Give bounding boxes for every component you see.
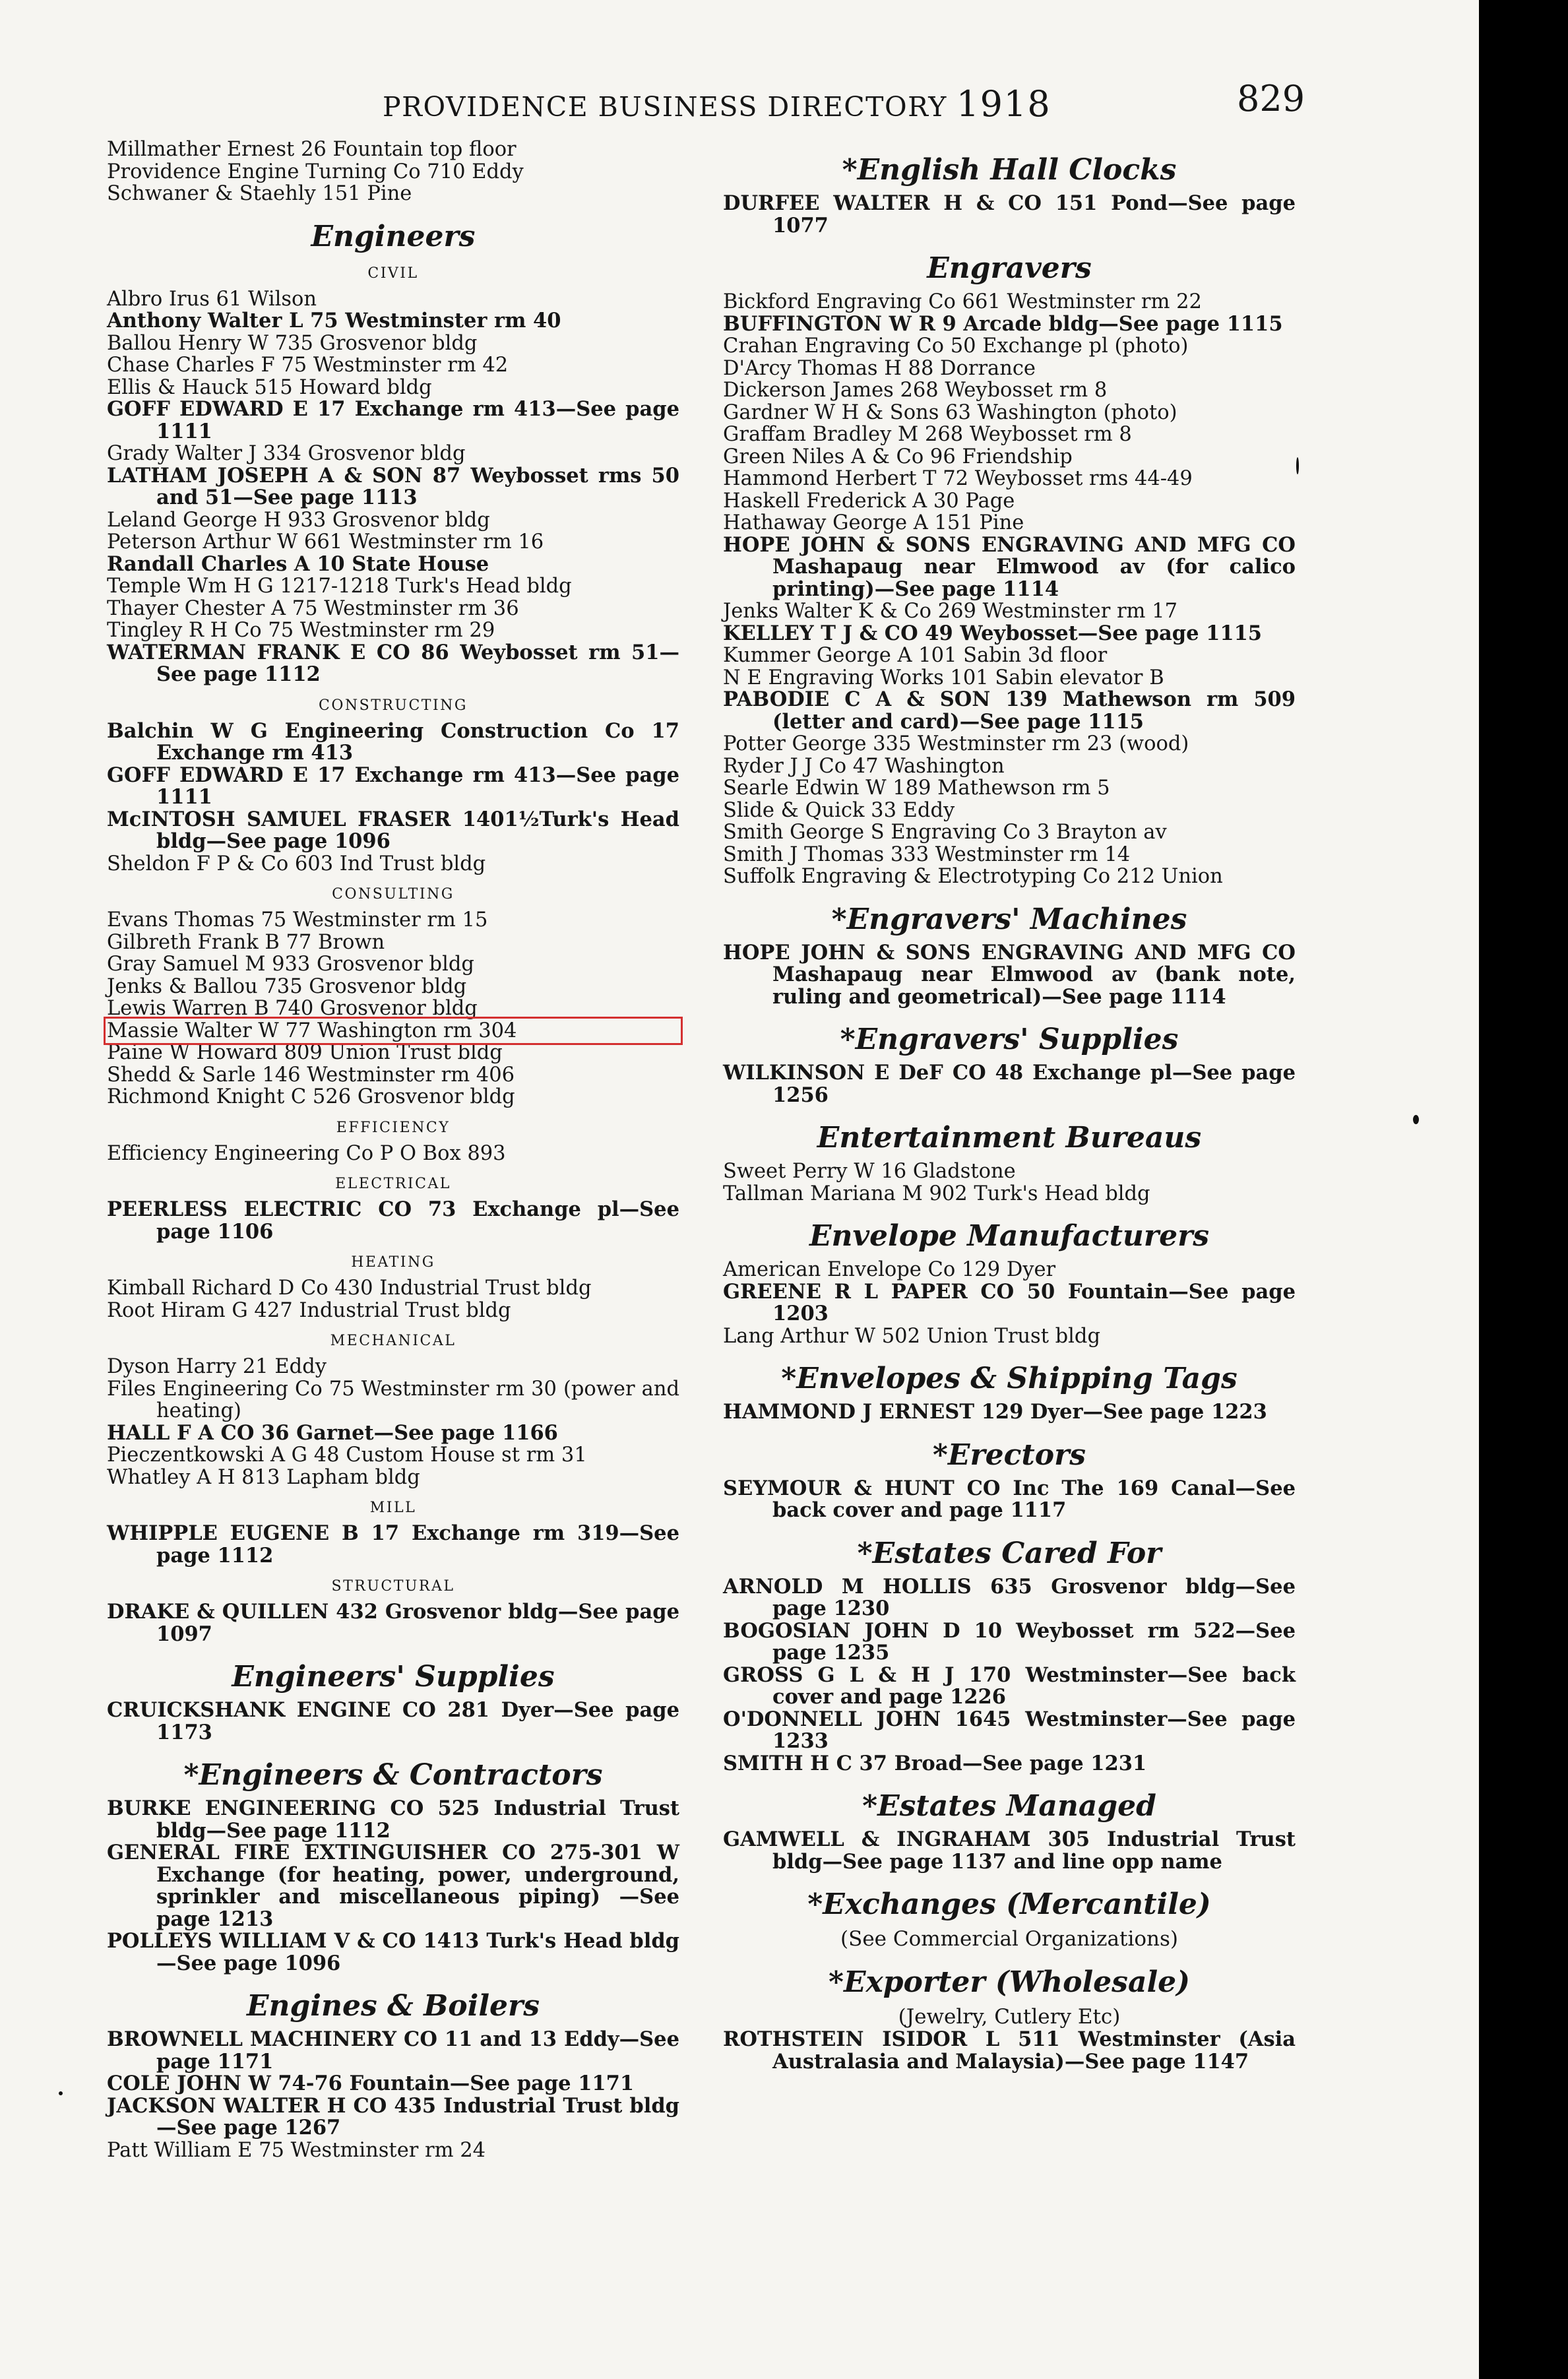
category-heading: *Envelopes & Shipping Tags [781, 1362, 1238, 1395]
directory-listing: WHIPPLE EUGENE B 17 Exchange rm 319—See page 1112 [107, 1521, 679, 1568]
directory-listing: Searle Edwin W 189 Mathewson rm 5 [723, 777, 1110, 800]
directory-listing: Hathaway George A 151 Pine [723, 511, 1024, 534]
directory-listing: GOFF EDWARD E 17 Exchange rm 413—See page 1111 [107, 397, 679, 443]
directory-listing: SMITH H C 37 Broad—See page 1231 [723, 1751, 1147, 1775]
directory-listing: American Envelope Co 129 Dyer [723, 1258, 1056, 1281]
directory-listing: Temple Wm H G 1217-1218 Turk's Head bldg [107, 575, 572, 598]
ink-speck [59, 2091, 63, 2095]
subcategory-heading: CONSULTING [332, 886, 455, 903]
directory-listing: HAMMOND J ERNEST 129 Dyer—See page 1223 [723, 1400, 1267, 1424]
directory-listing: HOPE JOHN & SONS ENGRAVING AND MFG CO Mashapaug near Elmwood av (bank note, ruling and geometrical)—See page 1114 [723, 940, 1296, 1009]
directory-listing: GREENE R L PAPER CO 50 Fountain—See page 1203 [723, 1279, 1296, 1325]
directory-listing: GENERAL FIRE EXTINGUISHER CO 275-301 W Exchange (for heating, power, underground, sprinkler and miscellaneous piping) —See page 1213 [107, 1841, 679, 1931]
directory-listing: HOPE JOHN & SONS ENGRAVING AND MFG CO Mashapaug near Elmwood av (for calico printing)—See page 1114 [723, 532, 1296, 601]
directory-listing: PABODIE C A & SON 139 Mathewson rm 509 (letter and card)—See page 1115 [723, 687, 1296, 734]
directory-listing: Ballou Henry W 735 Grosvenor bldg [107, 331, 478, 355]
directory-listing: Files Engineering Co 75 Westminster rm 30 (power and heating) [107, 1377, 679, 1422]
directory-listing: Bickford Engraving Co 661 Westminster rm 22 [723, 290, 1202, 313]
directory-listing: Efficiency Engineering Co P O Box 893 [107, 1141, 506, 1165]
directory-listing: POLLEYS WILLIAM V & CO 1413 Turk's Head bldg—See page 1096 [107, 1929, 679, 1975]
subcategory-heading: ELECTRICAL [335, 1176, 451, 1192]
directory-listing: Millmather Ernest 26 Fountain top floor [107, 138, 517, 161]
category-heading: *Engineers & Contractors [183, 1758, 603, 1792]
directory-listing: GOFF EDWARD E 17 Exchange rm 413—See page 1111 [107, 763, 679, 809]
page-header [0, 78, 1479, 131]
page-number: 829 [1237, 78, 1305, 119]
category-heading: *Estates Managed [862, 1789, 1156, 1823]
directory-listing: Potter George 335 Westminster rm 23 (wood) [723, 732, 1189, 755]
directory-listing: BURKE ENGINEERING CO 525 Industrial Trust bldg—See page 1112 [107, 1796, 679, 1843]
category-heading: Engineers' Supplies [232, 1660, 555, 1694]
directory-listing: ARNOLD M HOLLIS 635 Grosvenor bldg—See page 1230 [723, 1574, 1296, 1620]
subcategory-heading: MECHANICAL [330, 1333, 456, 1349]
right-column [723, 139, 1296, 2073]
subcategory-heading: MILL [369, 1500, 417, 1516]
category-heading: *Engravers' Supplies [840, 1023, 1179, 1056]
directory-listing: SEYMOUR & HUNT CO Inc The 169 Canal—See back cover and page 1117 [723, 1476, 1296, 1522]
directory-listing: CRUICKSHANK ENGINE CO 281 Dyer—See page 1173 [107, 1698, 679, 1744]
category-note: (Jewelry, Cutlery Etc) [898, 2005, 1121, 2029]
directory-listing: Whatley A H 813 Lapham bldg [107, 1465, 420, 1489]
directory-listing: GAMWELL & INGRAHAM 305 Industrial Trust bldg—See page 1137 and line opp name [723, 1827, 1296, 1874]
directory-listing: BROWNELL MACHINERY CO 11 and 13 Eddy—See page 1171 [107, 2027, 679, 2074]
directory-listing: Jenks Walter K & Co 269 Westminster rm 17 [723, 600, 1177, 623]
directory-listing: Shedd & Sarle 146 Westminster rm 406 [107, 1063, 515, 1087]
category-heading: *Engravers' Machines [831, 902, 1187, 936]
category-heading: *Exporter (Wholesale) [829, 1965, 1190, 1999]
directory-listing: Albro Irus 61 Wilson [107, 287, 317, 311]
directory-listing: Ryder J J Co 47 Washington [723, 754, 1005, 778]
directory-listing: Dyson Harry 21 Eddy [107, 1355, 327, 1378]
directory-listing: Pieczentkowski A G 48 Custom House st rm 31 [107, 1443, 587, 1467]
directory-listing: Kummer George A 101 Sabin 3d floor [723, 644, 1108, 667]
directory-listing: Anthony Walter L 75 Westminster rm 40 [107, 309, 561, 333]
category-heading: *English Hall Clocks [842, 153, 1177, 187]
directory-listing: Evans Thomas 75 Westminster rm 15 [107, 908, 488, 932]
category-heading: Engineers [311, 219, 476, 253]
directory-listing: Chase Charles F 75 Westminster rm 42 [107, 354, 509, 377]
directory-listing: Leland George H 933 Grosvenor bldg [107, 508, 490, 532]
directory-listing: O'DONNELL JOHN 1645 Westminster—See page 1233 [723, 1707, 1296, 1753]
highlighted-listing: Massie Walter W 77 Washington rm 304 [107, 1020, 679, 1042]
directory-listing: Lewis Warren B 740 Grosvenor bldg [107, 997, 478, 1020]
running-title [383, 83, 1051, 125]
directory-listing: HALL F A CO 36 Garnet—See page 1166 [107, 1420, 558, 1445]
category-heading: Engines & Boilers [246, 1989, 540, 2023]
directory-listing: Jenks & Ballou 735 Grosvenor bldg [107, 974, 467, 998]
directory-listing: Lang Arthur W 502 Union Trust bldg [723, 1324, 1100, 1348]
ink-speck [1296, 457, 1299, 474]
directory-listing: Slide & Quick 33 Eddy [723, 798, 955, 822]
directory-listing: Randall Charles A 10 State House [107, 552, 489, 576]
directory-listing: KELLEY T J & CO 49 Weybosset—See page 1115 [723, 621, 1263, 645]
directory-listing: Providence Engine Turning Co 710 Eddy [107, 160, 524, 183]
directory-listing: Gardner W H & Sons 63 Washington (photo) [723, 400, 1177, 424]
directory-listing: Root Hiram G 427 Industrial Trust bldg [107, 1298, 511, 1322]
directory-listing: Ellis & Hauck 515 Howard bldg [107, 375, 432, 399]
category-heading: Engravers [927, 251, 1092, 285]
directory-listing: Smith George S Engraving Co 3 Brayton av [723, 821, 1167, 844]
directory-listing: Schwaner & Staehly 151 Pine [107, 182, 412, 205]
directory-listing: JACKSON WALTER H CO 435 Industrial Trust bldg—See page 1267 [107, 2093, 679, 2140]
directory-listing: D'Arcy Thomas H 88 Dorrance [723, 356, 1036, 380]
scan-border [1479, 0, 1568, 2379]
directory-listing: McINTOSH SAMUEL FRASER 1401½Turk's Head bldg—See page 1096 [107, 807, 679, 853]
directory-listing: Tingley R H Co 75 Westminster rm 29 [107, 619, 495, 642]
directory-listing: Patt William E 75 Westminster rm 24 [107, 2138, 486, 2162]
subcategory-heading: EFFICIENCY [336, 1119, 451, 1136]
directory-listing: PEERLESS ELECTRIC CO 73 Exchange pl—See page 1106 [107, 1197, 679, 1244]
directory-listing: Smith J Thomas 333 Westminster rm 14 [723, 842, 1131, 866]
directory-listing: Dickerson James 268 Weybosset rm 8 [723, 379, 1108, 402]
directory-listing: Sweet Perry W 16 Gladstone [723, 1160, 1016, 1183]
category-note: (See Commercial Organizations) [840, 1927, 1178, 1951]
directory-listing: Richmond Knight C 526 Grosvenor bldg [107, 1085, 515, 1108]
directory-listing: Paine W Howard 809 Union Trust bldg [107, 1041, 503, 1064]
directory-listing: Crahan Engraving Co 50 Exchange pl (photo) [723, 334, 1189, 358]
left-column [107, 139, 679, 2161]
directory-listing: Gray Samuel M 933 Grosvenor bldg [107, 953, 474, 976]
directory-listing: Hammond Herbert T 72 Weybosset rms 44-49 [723, 467, 1193, 490]
directory-listing: Sheldon F P & Co 603 Ind Trust bldg [107, 852, 486, 875]
directory-listing: Tallman Mariana M 902 Turk's Head bldg [723, 1182, 1150, 1205]
directory-listing: COLE JOHN W 74-76 Fountain—See page 1171 [107, 2072, 635, 2095]
directory-listing: Grady Walter J 334 Grosvenor bldg [107, 442, 466, 465]
directory-listing: GROSS G L & H J 170 Westminster—See back cover and page 1226 [723, 1663, 1296, 1709]
directory-listing: DURFEE WALTER H & CO 151 Pond—See page 1077 [723, 191, 1296, 238]
category-heading: Envelope Manufacturers [809, 1219, 1210, 1253]
directory-listing: Kimball Richard D Co 430 Industrial Trust bldg [107, 1277, 592, 1300]
directory-listing: Haskell Frederick A 30 Page [723, 489, 1015, 513]
category-heading: *Exchanges (Mercantile) [807, 1887, 1211, 1921]
ink-speck [1413, 1115, 1419, 1124]
directory-listing: Green Niles A & Co 96 Friendship [723, 445, 1073, 468]
directory-listing: Peterson Arthur W 661 Westminster rm 16 [107, 530, 544, 554]
directory-listing: BUFFINGTON W R 9 Arcade bldg—See page 1115 [723, 311, 1283, 336]
directory-listing: ROTHSTEIN ISIDOR L 511 Westminster (Asia Australasia and Malaysia)—See page 1147 [723, 2027, 1296, 2074]
directory-listing: WATERMAN FRANK E CO 86 Weybosset rm 51—See page 1112 [107, 640, 679, 686]
subcategory-heading: STRUCTURAL [331, 1578, 455, 1595]
subcategory-heading: CIVIL [367, 265, 419, 282]
directory-listing: DRAKE & QUILLEN 432 Grosvenor bldg—See page 1097 [107, 1600, 679, 1646]
category-heading: *Erectors [932, 1438, 1086, 1472]
category-heading: Entertainment Bureaus [817, 1121, 1202, 1155]
directory-listing: BOGOSIAN JOHN D 10 Weybosset rm 522—See page 1235 [723, 1618, 1296, 1665]
directory-listing: WILKINSON E DeF CO 48 Exchange pl—See page 1256 [723, 1061, 1296, 1107]
directory-listing: Gilbreth Frank B 77 Brown [107, 930, 385, 954]
running-title-text: PROVIDENCE BUSINESS DIRECTORY [383, 91, 947, 123]
running-year: 1918 [956, 83, 1051, 125]
directory-listing: Suffolk Engraving & Electrotyping Co 212 Union [723, 865, 1223, 888]
subcategory-heading: CONSTRUCTING [319, 697, 468, 714]
directory-listing: Thayer Chester A 75 Westminster rm 36 [107, 596, 519, 620]
directory-listing: Graffam Bradley M 268 Weybosset rm 8 [723, 423, 1132, 446]
directory-listing: Balchin W G Engineering Construction Co 17 Exchange rm 413 [107, 718, 679, 765]
category-heading: *Estates Cared For [857, 1536, 1162, 1570]
directory-listing: LATHAM JOSEPH A & SON 87 Weybosset rms 50 and 51—See page 1113 [107, 463, 679, 509]
directory-listing: N E Engraving Works 101 Sabin elevator B [723, 666, 1164, 689]
subcategory-heading: HEATING [351, 1254, 435, 1271]
